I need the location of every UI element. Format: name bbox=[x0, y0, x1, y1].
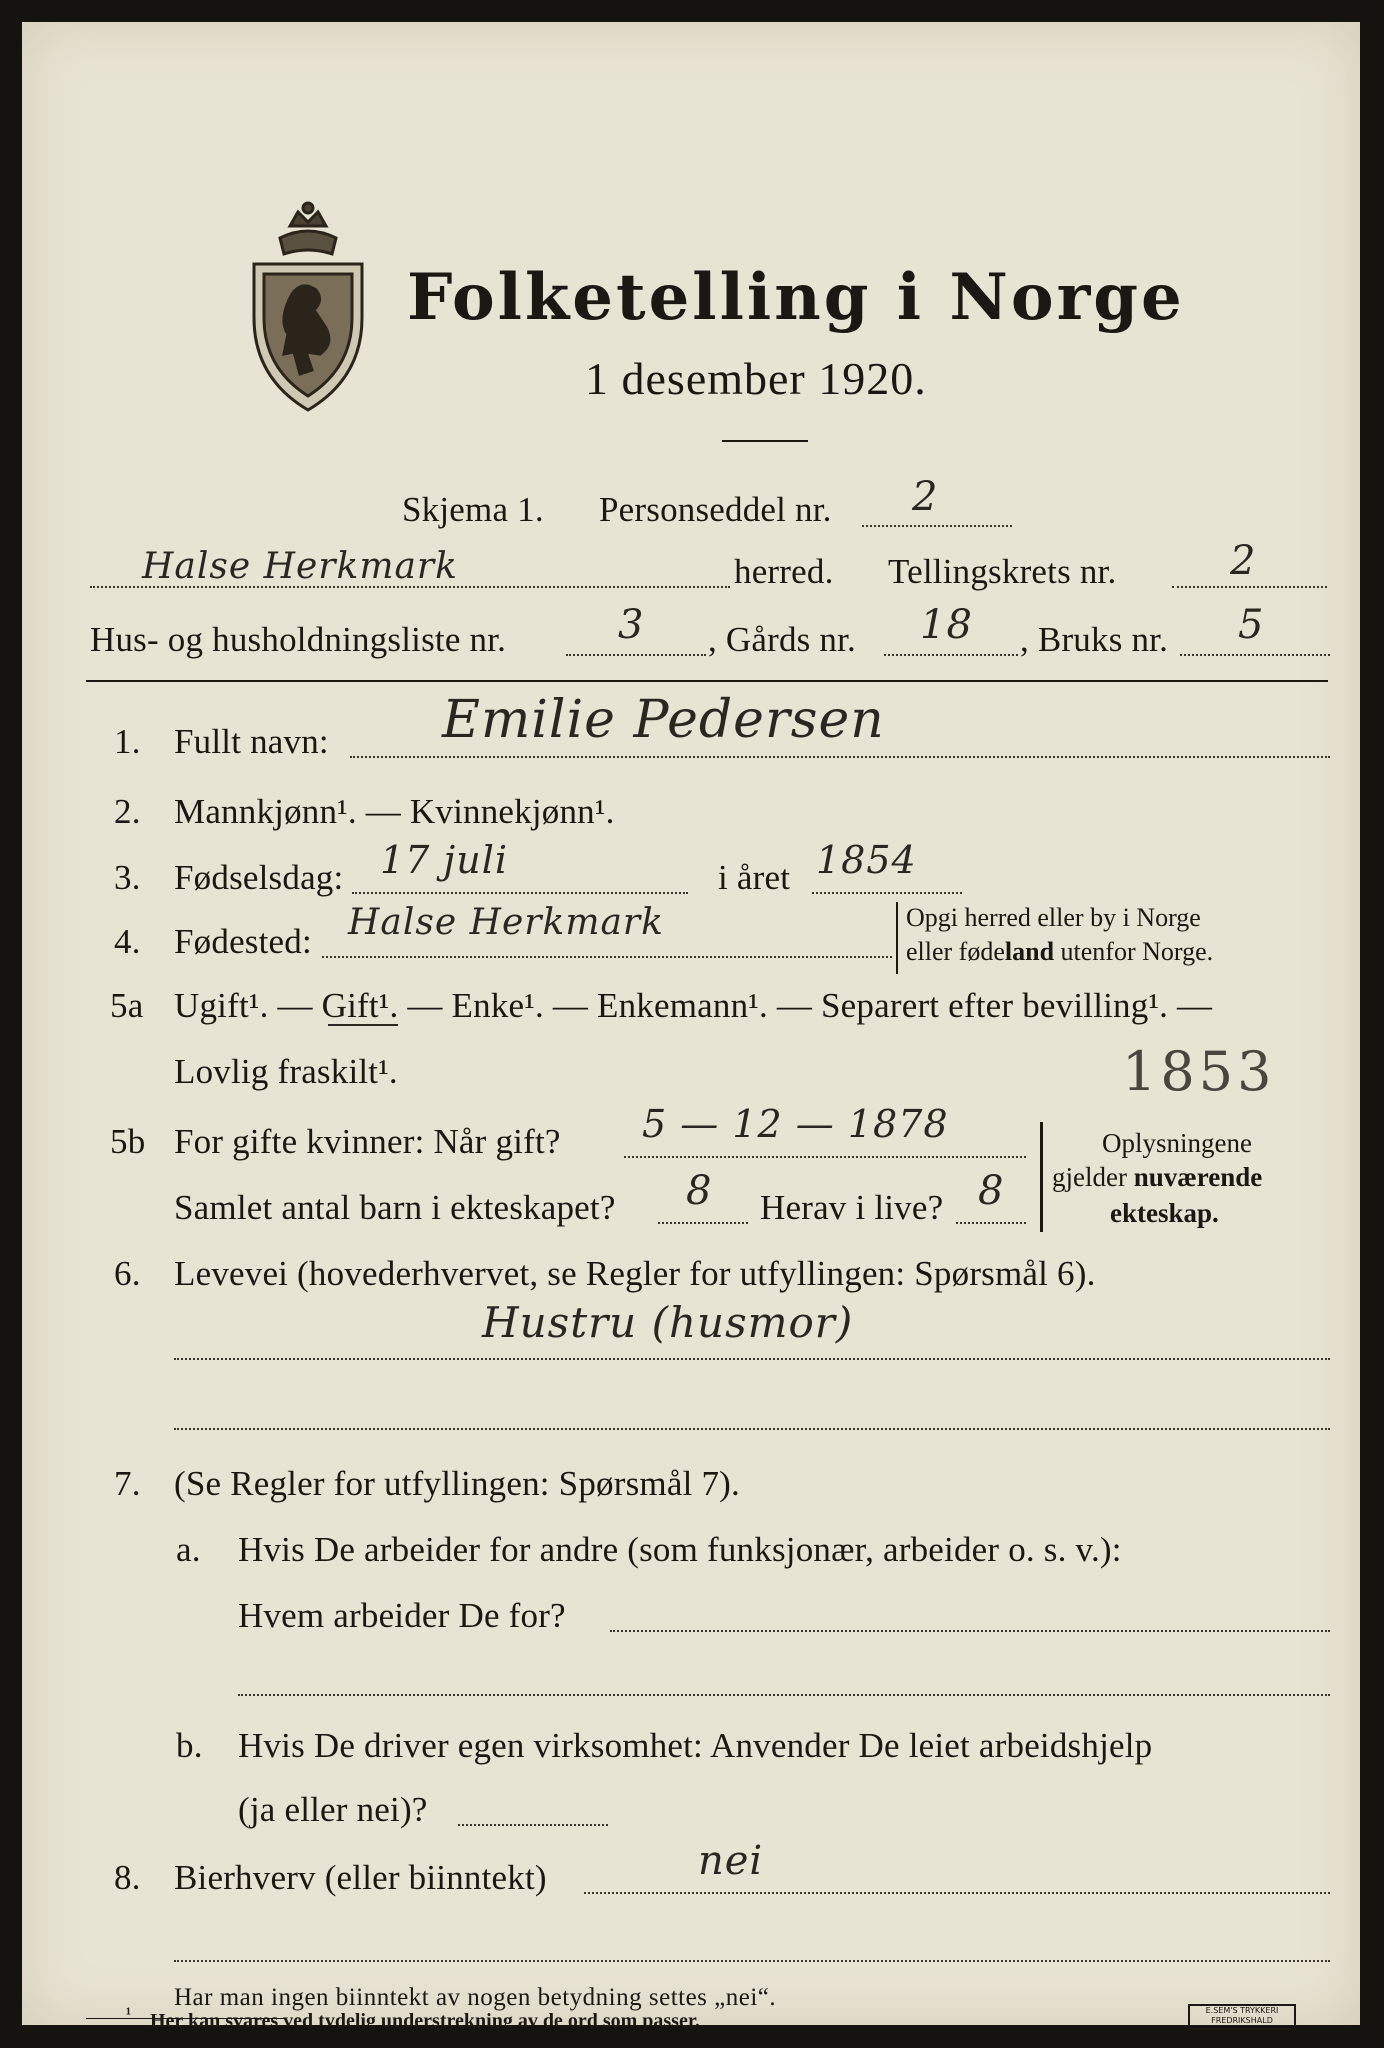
gender-options: Mannkjønn¹. — Kvinnekjønn¹. bbox=[174, 792, 615, 831]
personseddel-value[interactable]: 2 bbox=[912, 474, 939, 520]
herred-label: herred. bbox=[734, 552, 834, 591]
q8-number: 8. bbox=[114, 1858, 141, 1897]
birth-year-label: i året bbox=[718, 858, 791, 897]
schema-label: Skjema 1. bbox=[402, 490, 544, 529]
form-title: Folketelling i Norge bbox=[407, 260, 1185, 335]
q6-number: 6. bbox=[114, 1254, 141, 1293]
q3-number: 3. bbox=[114, 858, 141, 897]
header-divider bbox=[86, 680, 1328, 682]
q4-number: 4. bbox=[114, 922, 141, 961]
printer-stamp bbox=[1188, 2004, 1296, 2030]
coat-of-arms-icon bbox=[240, 198, 376, 418]
hus-label: Hus- og husholdningsliste nr. bbox=[90, 620, 507, 659]
q5b-number: 5b bbox=[110, 1122, 146, 1161]
q7a-letter: a. bbox=[176, 1530, 201, 1569]
footnote bbox=[126, 2004, 700, 2033]
birth-year-value[interactable]: 1854 bbox=[816, 838, 917, 882]
margin-note-1853: 1853 bbox=[1122, 1040, 1276, 1103]
q1-label: Fullt navn: bbox=[174, 722, 329, 761]
q4-brace bbox=[896, 902, 898, 974]
q5b-note-line2: gjelder nuværende bbox=[1052, 1162, 1263, 1192]
footer-note: Har man ingen biinntekt av nogen betydning settes „nei“. bbox=[174, 1984, 777, 2011]
q5a-number: 5a bbox=[110, 986, 144, 1025]
occupation-label: Levevei (hovederhvervet, se Regler for utfyllingen: Spørsmål 6). bbox=[174, 1254, 1096, 1293]
full-name-value[interactable]: Emilie Pedersen bbox=[442, 690, 885, 750]
gaards-label: , Gårds nr. bbox=[708, 620, 857, 659]
birthday-value[interactable]: 17 juli bbox=[380, 838, 508, 882]
q1-number: 1. bbox=[114, 722, 141, 761]
hired-help-label: (ja eller nei)? bbox=[238, 1790, 428, 1829]
hus-value[interactable]: 3 bbox=[618, 602, 645, 648]
marriage-date-label: For gifte kvinner: Når gift? bbox=[174, 1122, 561, 1161]
q4-label: Fødested: bbox=[174, 922, 312, 961]
footnote-text: Her kan svares ved tydelig understrekning av de ord som passer. bbox=[150, 2009, 700, 2032]
census-form bbox=[22, 22, 1360, 2025]
gaards-value[interactable]: 18 bbox=[920, 602, 973, 648]
title-divider bbox=[722, 440, 808, 442]
footnote-marker: ¹ bbox=[126, 2004, 131, 2023]
gift-underline bbox=[328, 1024, 398, 1026]
marital-status-options: Ugift¹. — Gift¹. — Enke¹. — Enkemann¹. — Separert efter bevilling¹. — bbox=[174, 986, 1213, 1025]
bruks-label: , Bruks nr. bbox=[1020, 620, 1169, 659]
children-living-label: Herav i live? bbox=[760, 1188, 944, 1227]
q5b-note-line3: ekteskap. bbox=[1110, 1198, 1219, 1228]
q7b-letter: b. bbox=[176, 1726, 203, 1765]
census-date: 1 desember 1920. bbox=[585, 353, 927, 404]
herred-value[interactable]: Halse Herkmark bbox=[142, 546, 458, 587]
personseddel-label: Personseddel nr. bbox=[599, 490, 832, 529]
printer-stamp-line2: FREDRIKSHALD bbox=[1211, 2016, 1273, 2025]
q5b-brace bbox=[1040, 1122, 1043, 1232]
bruks-value[interactable]: 5 bbox=[1238, 602, 1265, 648]
side-income-value[interactable]: nei bbox=[698, 1838, 764, 1884]
q7b-question: Hvis De driver egen virksomhet: Anvender De leiet arbeidshjelp bbox=[238, 1726, 1153, 1765]
q2-number: 2. bbox=[114, 792, 141, 831]
marriage-date-value[interactable]: 5 — 12 — 1878 bbox=[642, 1102, 949, 1146]
children-total-label: Samlet antal barn i ekteskapet? bbox=[174, 1188, 616, 1227]
tellingskrets-value[interactable]: 2 bbox=[1230, 538, 1257, 584]
q4-note-line2: eller fødeland utenfor Norge. bbox=[906, 937, 1214, 966]
employer-label: Hvem arbeider De for? bbox=[238, 1596, 566, 1635]
hired-help-field[interactable] bbox=[458, 1824, 608, 1826]
employer-field[interactable] bbox=[610, 1630, 1330, 1632]
occupation-value[interactable]: Hustru (husmor) bbox=[482, 1298, 854, 1347]
q5b-note-line1: Oplysningene bbox=[1102, 1128, 1252, 1158]
q4-note-line1: Opgi herred eller by i Norge bbox=[906, 903, 1201, 932]
children-living-value[interactable]: 8 bbox=[978, 1168, 1005, 1214]
birthplace-value[interactable]: Halse Herkmark bbox=[348, 902, 664, 943]
q3-label: Fødselsdag: bbox=[174, 858, 344, 897]
side-income-label: Bierhverv (eller biinntekt) bbox=[174, 1858, 547, 1897]
q7-label: (Se Regler for utfyllingen: Spørsmål 7). bbox=[174, 1464, 740, 1503]
q7-number: 7. bbox=[114, 1464, 141, 1503]
children-total-value[interactable]: 8 bbox=[686, 1168, 713, 1214]
tellingskrets-label: Tellingskrets nr. bbox=[888, 552, 1117, 591]
printer-stamp-line1: E.SEM'S TRYKKERI bbox=[1205, 2006, 1279, 2015]
q7a-question: Hvis De arbeider for andre (som funksjonær, arbeider o. s. v.): bbox=[238, 1530, 1122, 1569]
marital-status-line2: Lovlig fraskilt¹. bbox=[174, 1052, 398, 1091]
